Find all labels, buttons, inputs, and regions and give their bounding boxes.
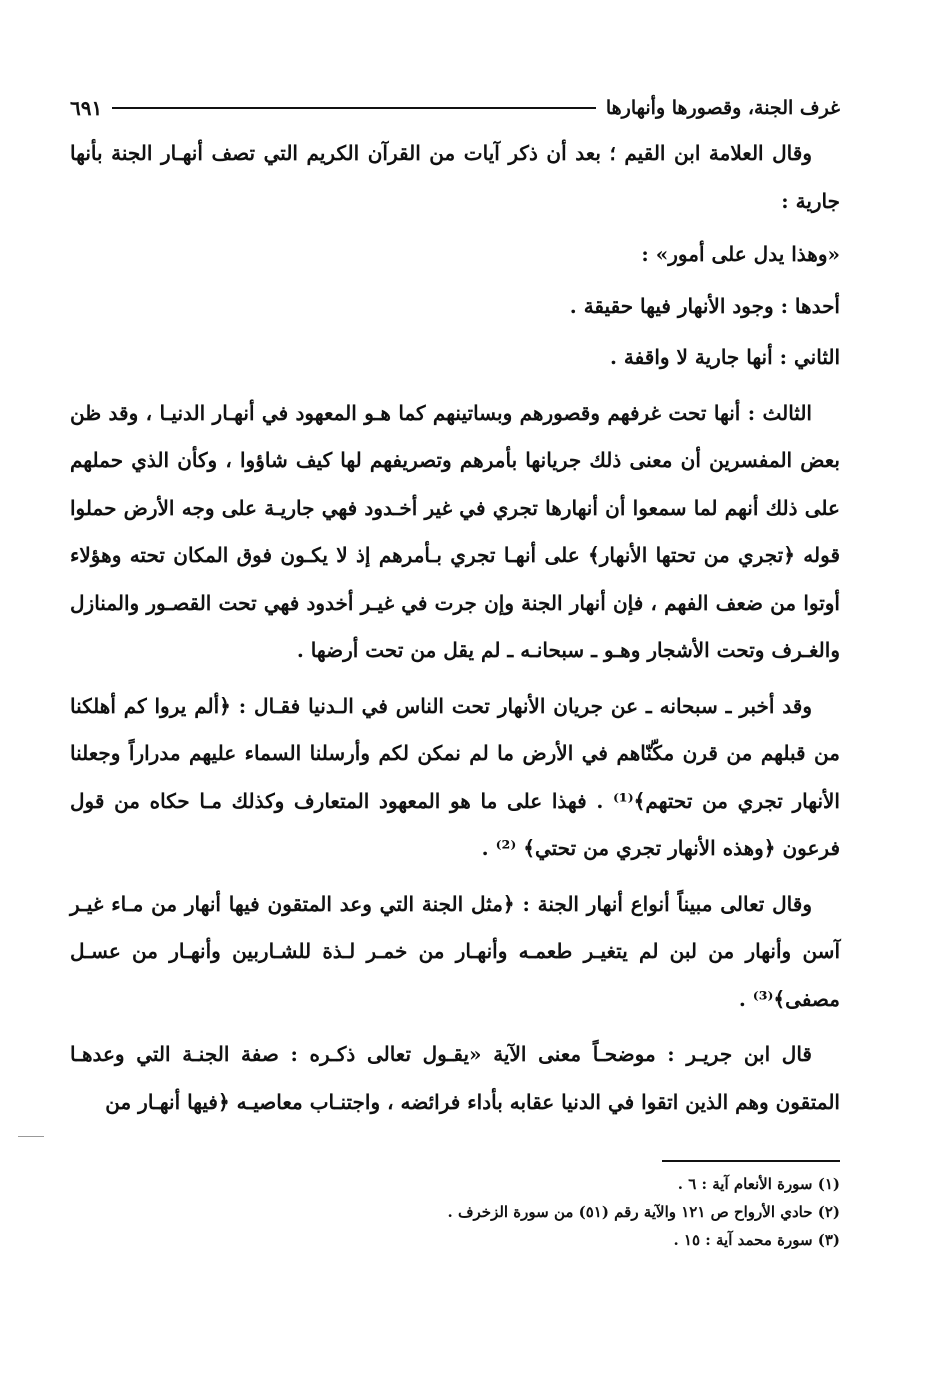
page-content <box>70 88 840 1126</box>
footnotes <box>70 1170 840 1254</box>
footnote: (٣) سورة محمد آية : ١٥ . <box>673 1231 840 1249</box>
paragraph: وقال تعالى مبيناً أنواع أنهار الجنة : ﴿مثل الجنة التي وعد المتقون فيها أنهار من مـاء غيـر آسن وأنهار من لبن لم يتغيـر طعمـه وأنهـار من خمـر لـذة للشـاربين وأنهـار من عسـل مصفى﴾⁽³⁾ . <box>70 891 840 1011</box>
paragraph: الثالث : أنها تحت غرفهم وقصورهم وبساتينهم كما هـو المعهود في أنهـار الدنيـا ، وقد ظن بعض المفسرين أن معنى ذلك جريانها بأمرهم وتصريفهم لها كيف شاؤوا ، وكأن الذي حملهم على ذلك أنهم لما سمعوا أن أنهارها تجري في غير أخـدود فهي جاريـة على وجه الأرض حملوا قوله ﴿تجري من تحتها الأنهار﴾ على أنهـا تجري بـأمرهم إذ لا يكـون فوق المكان تحته وهؤلاء أوتوا من ضعف الفهم ، فإن أنهار الجنة وإن جرت في غيـر أخدود فهي تحت القصـور والمنازل والغـرف وتحت الأشجار وهـو ـ سبحانـه ـ لم يقل من تحت أرضها . <box>70 400 840 662</box>
page-number: ٦٩١ <box>70 96 103 120</box>
running-header <box>70 88 840 128</box>
paragraph: الثاني : أنها جارية لا واقفة . <box>610 345 840 369</box>
footnote: (١) سورة الأنعام آية : ٦ . <box>677 1175 840 1193</box>
margin-mark <box>18 1136 44 1137</box>
footnote: (٢) حادي الأرواح ص ١٢١ والآية رقم (٥١) من سورة الزخرف . <box>447 1203 840 1221</box>
header-rule <box>112 107 596 109</box>
paragraph: أحدها : وجود الأنهار فيها حقيقة . <box>569 293 840 318</box>
paragraph: وقال العلامة ابن القيم ؛ بعد أن ذكر آيات من القرآن الكريم التي تصف أنهـار الجنة بأنها جارية : <box>70 141 840 213</box>
body-text <box>70 130 840 1126</box>
paragraph: «وهذا يدل على أمور» : <box>641 242 840 266</box>
paragraph: قال ابن جريـر : موضحـاً معنى الآية «يقـول تعالى ذكـره : صفة الجنـة التي وعدهـا المتقون وهم الذين اتقوا في الدنيا عقابه بأداء فرائضه ، واجتنـاب معاصيـه ﴿فيها أنهـار من <box>70 1042 840 1114</box>
chapter-title: غرف الجنة، وقصورها وأنهارها <box>605 97 840 119</box>
footnote-rule <box>662 1160 840 1162</box>
paragraph: وقد أخبر ـ سبحانه ـ عن جريان الأنهار تحت الناس في الـدنيا فقـال : ﴿ألم يروا كم أهلكنا من قبلهم من قرن مكّنّاهم في الأرض ما لم نمكن لكم وأرسلنا السماء عليهم مدراراً وجعلنا الأنهار تجري من تحتهم﴾⁽¹⁾ . فهذا على ما هو المعهود المتعارف وكذلك مـا حكاه من قول فرعون ﴿وهذه الأنهار تجري من تحتي﴾ ⁽²⁾ . <box>70 693 840 860</box>
